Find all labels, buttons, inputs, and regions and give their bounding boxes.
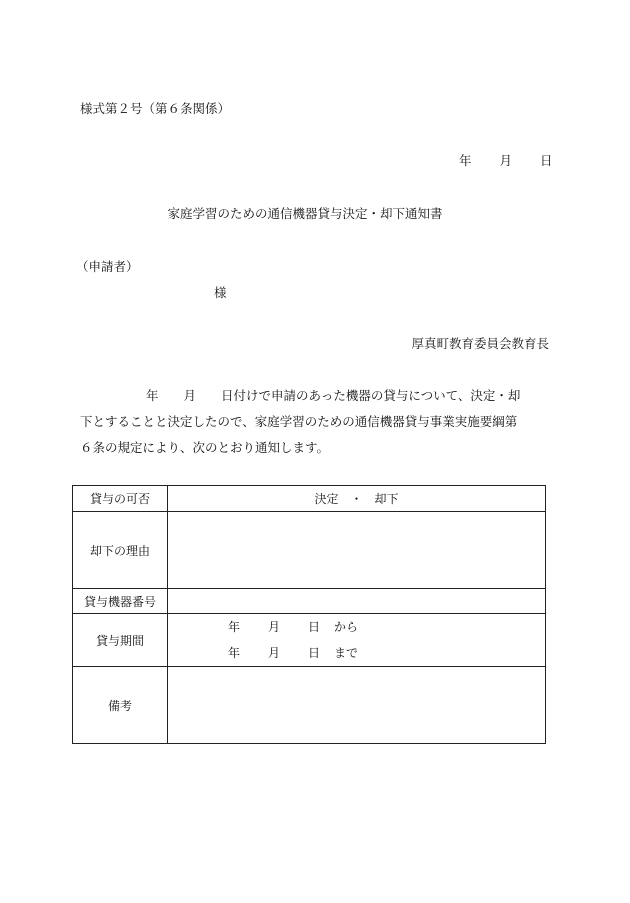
document-title: 家庭学習のための通信機器貸与決定・却下通知書 (167, 206, 443, 221)
table-row-remarks (73, 667, 546, 744)
form-number: 様式第２号（第６条関係） (80, 101, 231, 116)
remarks-value (168, 667, 546, 744)
applicant-honorific: 様 (214, 285, 227, 300)
table-row-device (73, 589, 546, 614)
approval-label: 貸与の可否 (73, 486, 168, 512)
body-line-2: 下とすることと決定したので、家庭学習のための通信機器貸与事業実施要綱第 (80, 414, 518, 429)
remarks-label: 備考 (73, 667, 168, 744)
date-year: 年 (459, 153, 472, 168)
device-number-label: 貸与機器番号 (73, 589, 168, 614)
applicant-label: （申請者） (76, 259, 139, 274)
date-month: 月 (499, 153, 513, 168)
reason-label: 却下の理由 (73, 512, 168, 589)
body-text (80, 383, 550, 461)
table-row-approval (73, 486, 546, 512)
date-day: 日 (540, 153, 553, 168)
reason-value (168, 512, 546, 589)
device-number-value (168, 589, 546, 614)
period-value (168, 614, 546, 667)
period-label: 貸与期間 (73, 614, 168, 667)
info-table (72, 485, 546, 744)
table-row-reason (73, 512, 546, 589)
issuer-name: 厚真町教育委員会教育長 (411, 336, 549, 351)
approval-value: 決定 ・ 却下 (168, 486, 546, 512)
table-row-period (73, 614, 546, 667)
body-line-1: 年 月 日付けで申請のあった機器の貸与について、決定・却 (146, 388, 521, 403)
body-line-3: ６条の規定により、次のとおり通知します。 (80, 440, 330, 455)
date-line (459, 151, 553, 169)
period-from: 年 月 日 から (228, 620, 359, 634)
period-to: 年 月 日 まで (228, 646, 359, 660)
